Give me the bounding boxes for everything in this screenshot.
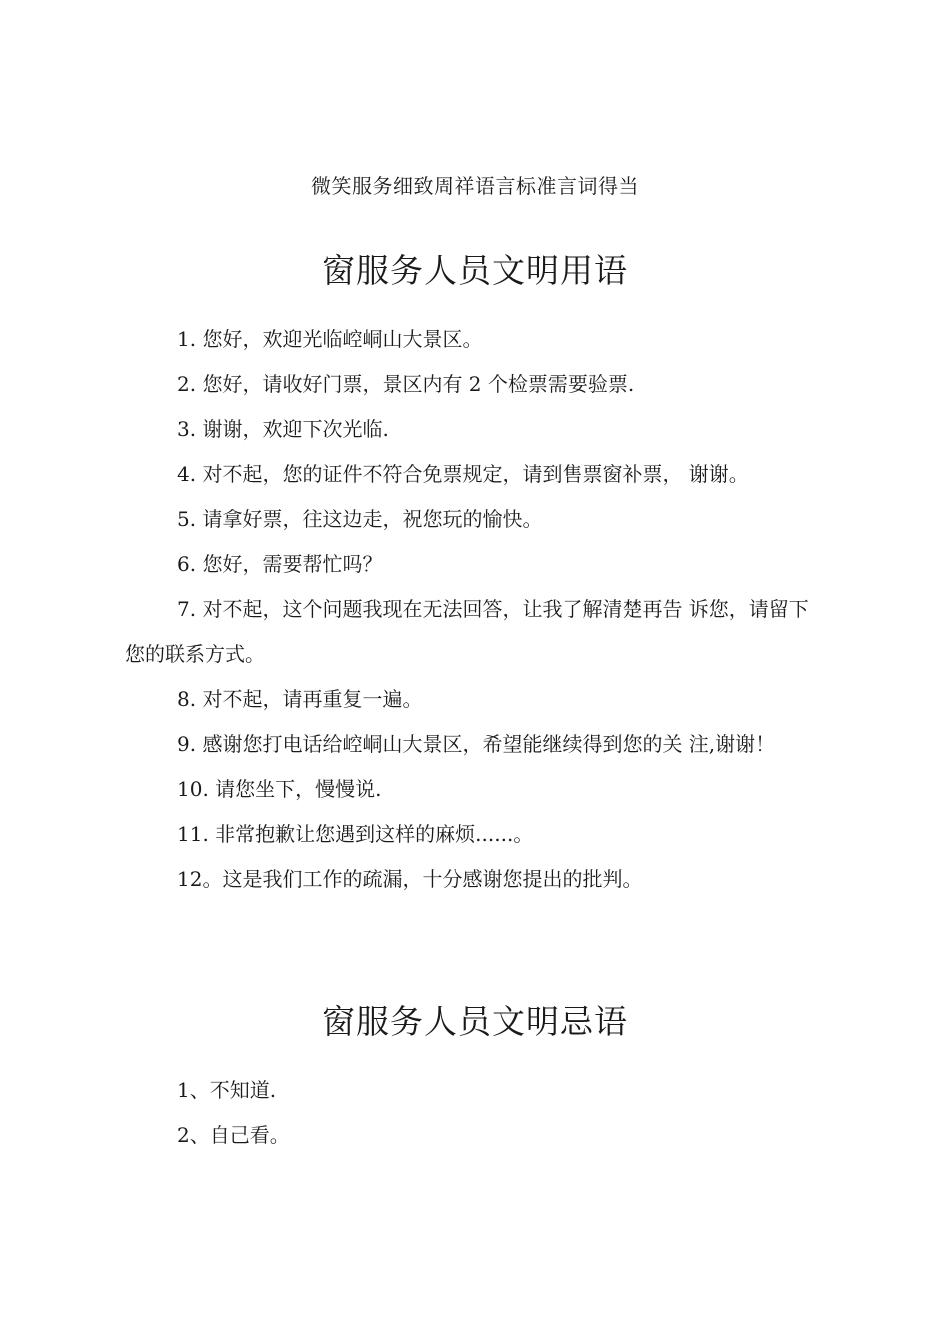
polite-phrases-list	[125, 317, 825, 902]
list-item: 1. 您好，欢迎光临崆峒山大景区。	[177, 327, 483, 351]
list-item: 1、不知道.	[177, 1078, 277, 1102]
document-subtitle: 微笑服务细致周祥语言标准言词得当	[311, 174, 639, 198]
section-title-taboo-phrases: 窗服务人员文明忌语	[322, 1002, 628, 1041]
list-item: 6. 您好，需要帮忙吗？	[177, 552, 383, 576]
taboo-phrases-list	[125, 1068, 825, 1158]
list-item: 2、自己看。	[177, 1123, 290, 1147]
list-item: 3. 谢谢，欢迎下次光临.	[177, 417, 389, 441]
list-item: 5. 请拿好票，往这边走，祝您玩的愉快。	[177, 507, 543, 531]
list-item: 9. 感谢您打电话给崆峒山大景区，希望能继续得到您的关 注,谢谢！	[177, 732, 776, 756]
list-item: 8. 对不起，请再重复一遍。	[177, 687, 423, 711]
list-item: 2. 您好，请收好门票，景区内有 2 个检票需要验票.	[177, 372, 635, 396]
section-title-polite-phrases: 窗服务人员文明用语	[322, 251, 628, 290]
list-item: 7. 对不起，这个问题我现在无法回答，让我了解清楚再告 诉您，请留下您的联系方式。	[125, 597, 809, 666]
list-item: 12。这是我们工作的疏漏，十分感谢您提出的批判。	[177, 867, 643, 891]
list-item: 4. 对不起，您的证件不符合免票规定，请到售票窗补票， 谢谢。	[177, 462, 749, 486]
list-item: 11. 非常抱歉让您遇到这样的麻烦......。	[177, 822, 534, 846]
list-item: 10. 请您坐下，慢慢说.	[177, 777, 382, 801]
